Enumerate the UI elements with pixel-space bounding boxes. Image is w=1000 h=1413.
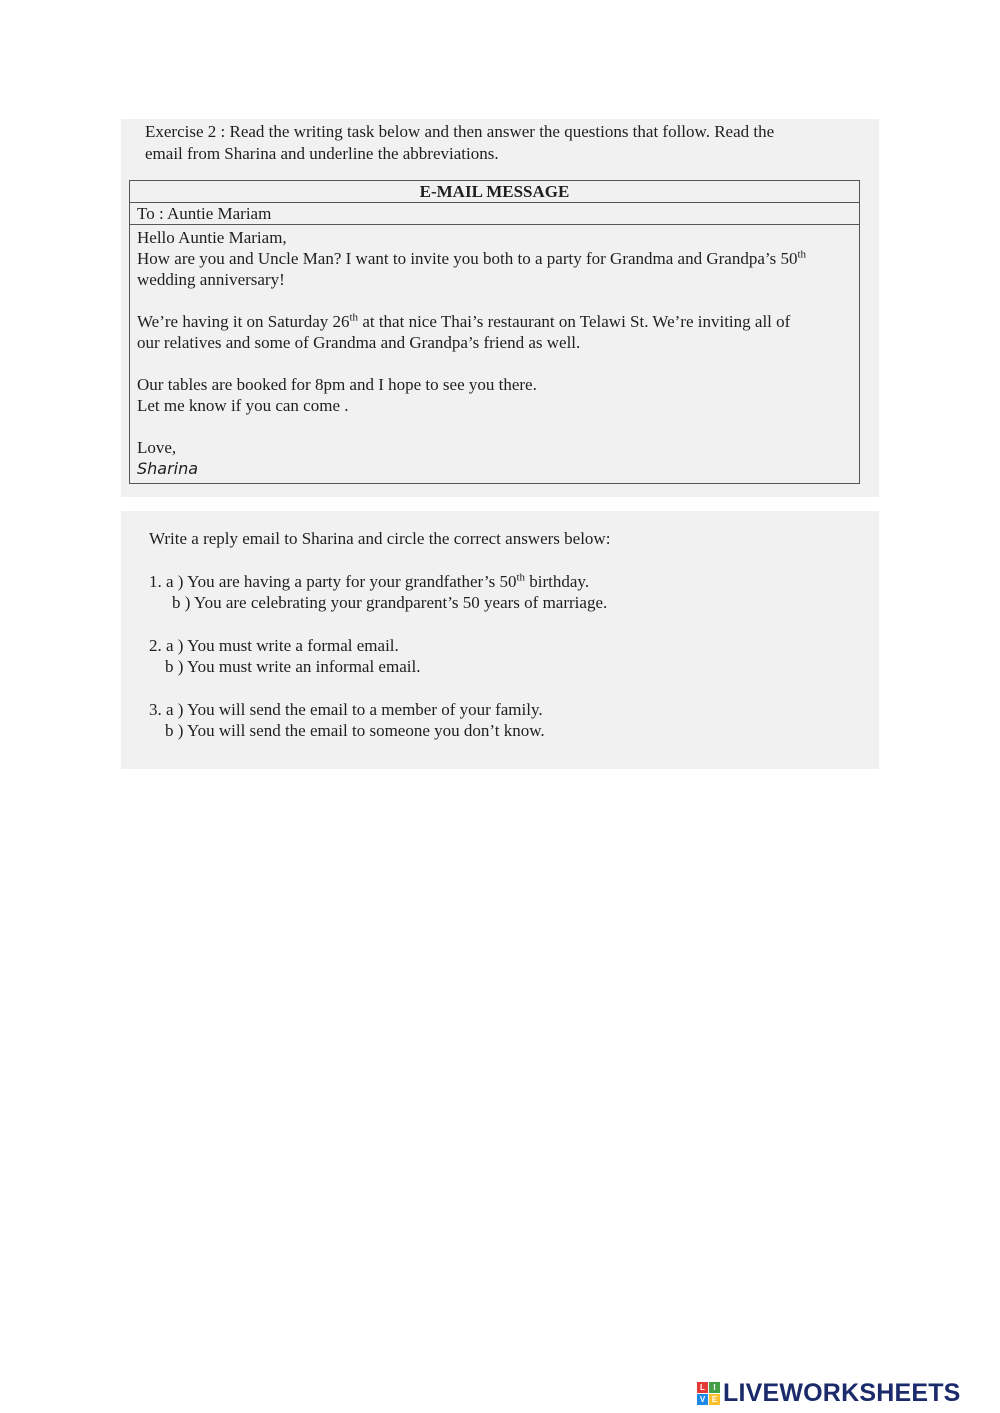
question-3-option-a[interactable]: 3. a ) You will send the email to a member of your family. — [149, 699, 543, 719]
email-p2-sup: th — [349, 311, 359, 324]
email-p1-sup: th — [797, 248, 807, 261]
questions-panel — [121, 511, 879, 769]
logo-letter-v: V — [697, 1394, 708, 1405]
email-p2-text-b: at that nice Thai’s restaurant on Telawi St. We’re inviting all of — [358, 312, 791, 331]
question-3-option-b[interactable]: b ) You will send the email to someone you don’t know. — [165, 721, 545, 740]
logo-text: LIVEWORKSHEETS — [723, 1378, 961, 1407]
email-p1-text-a: How are you and Uncle Man? I want to invite you both to a party for Grandma and Grandpa’s 50 — [137, 249, 798, 268]
email-paragraph-1 — [137, 248, 852, 269]
email-to-line: To : Auntie Mariam — [130, 203, 859, 225]
q1a-text: 1. a ) You are having a party for your grandfather’s 50 — [149, 571, 517, 591]
q1a-text-post: birthday. — [525, 571, 590, 591]
q1a-sup: th — [516, 570, 526, 583]
questions-intro: Write a reply email to Sharina and circle the correct answers below: — [149, 529, 611, 548]
questions-block — [149, 528, 610, 742]
email-signature: Sharina — [137, 459, 199, 478]
email-paragraph-3: Our tables are booked for 8pm and I hope to see you there. — [137, 375, 537, 394]
email-greeting: Hello Auntie Mariam, — [137, 228, 287, 247]
logo-letter-l: L — [697, 1382, 708, 1393]
email-message-box — [129, 180, 860, 484]
question-2-option-a[interactable]: 2. a ) You must write a formal email. — [149, 635, 399, 655]
question-2-option-b[interactable]: b ) You must write an informal email. — [165, 657, 421, 676]
instruction-line-1: Exercise 2 : Read the writing task below and then answer the questions that follow. Read the — [145, 122, 775, 141]
email-paragraph-1-cont: wedding anniversary! — [137, 270, 285, 289]
email-body — [130, 225, 859, 479]
email-p2-text-a: We’re having it on Saturday 26 — [137, 312, 350, 331]
exercise-instructions — [145, 121, 845, 165]
liveworksheets-logo — [697, 1380, 961, 1406]
email-closing: Love, — [137, 438, 177, 457]
question-1-option-a[interactable] — [149, 571, 610, 593]
email-paragraph-3-cont: Let me know if you can come . — [137, 396, 349, 415]
instruction-line-2: email from Sharina and underline the abbreviations. — [145, 144, 499, 163]
exercise-panel — [121, 119, 879, 497]
question-1-option-b[interactable]: b ) You are celebrating your grandparent’s 50 years of marriage. — [172, 593, 608, 612]
email-paragraph-2 — [137, 311, 852, 332]
logo-letter-i: I — [709, 1382, 720, 1393]
live-logo-icon — [697, 1382, 720, 1405]
email-paragraph-2-cont: our relatives and some of Grandma and Grandpa’s friend as well. — [137, 333, 581, 352]
logo-letter-e: E — [709, 1394, 720, 1405]
email-header: E-MAIL MESSAGE — [130, 181, 859, 203]
